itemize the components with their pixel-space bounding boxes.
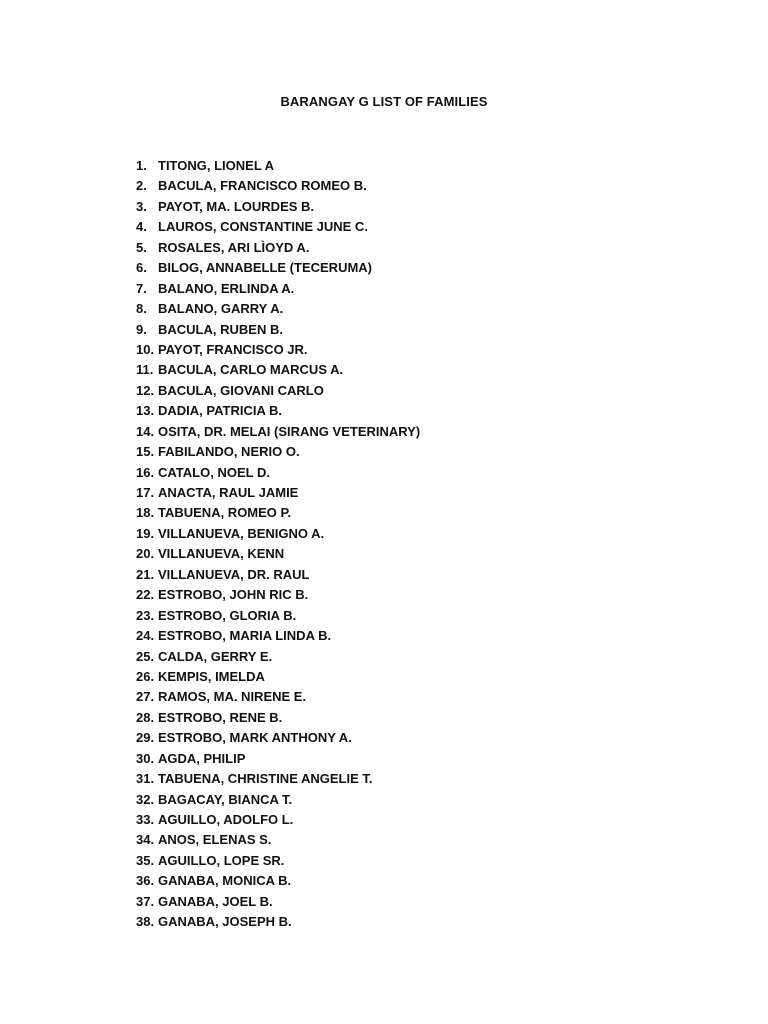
family-item-name: ESTROBO, MARIA LINDA B. bbox=[158, 628, 332, 644]
family-list-item bbox=[136, 483, 420, 503]
family-list-item bbox=[136, 463, 420, 483]
family-item-number: 12. bbox=[136, 382, 155, 398]
family-list-item bbox=[136, 279, 420, 299]
family-item-number: 24. bbox=[136, 628, 155, 644]
family-item-number: 4. bbox=[136, 219, 147, 235]
family-item-number: 38. bbox=[136, 914, 155, 930]
family-item-number: 5. bbox=[136, 239, 147, 255]
family-item-name: TITONG, LIONEL A bbox=[158, 158, 275, 173]
family-item-number: 6. bbox=[136, 260, 147, 276]
family-list-item bbox=[136, 422, 420, 442]
family-item-name: GANABA, JOEL B. bbox=[158, 893, 273, 909]
family-list-item bbox=[136, 503, 420, 523]
family-item-name: VILLANUEVA, KENN bbox=[158, 546, 285, 562]
family-item-name: RAMOS, MA. NIRENE E. bbox=[158, 689, 307, 705]
family-list-item bbox=[136, 401, 420, 421]
family-item-name: ANOS, ELENAS S. bbox=[158, 832, 272, 848]
family-item-number: 36. bbox=[136, 873, 155, 889]
family-list-item bbox=[136, 320, 420, 340]
family-item-number: 28. bbox=[136, 709, 155, 725]
family-list-item bbox=[136, 769, 420, 789]
family-item-name: TABUENA, ROMEO P. bbox=[158, 505, 292, 521]
family-list-item bbox=[136, 258, 420, 278]
family-list-item bbox=[136, 299, 420, 319]
family-item-name: GANABA, JOSEPH B. bbox=[158, 914, 292, 930]
family-item-name: BACULA, RUBEN B. bbox=[158, 321, 283, 337]
family-item-number: 1. bbox=[136, 158, 147, 173]
family-item-number: 20. bbox=[136, 546, 155, 562]
family-item-number: 15. bbox=[136, 444, 155, 460]
family-item-number: 22. bbox=[136, 587, 155, 603]
family-item-name: PAYOT, FRANCISCO JR. bbox=[158, 341, 308, 357]
family-item-number: 14. bbox=[136, 423, 155, 439]
family-item-number: 33. bbox=[136, 812, 155, 827]
family-list-item bbox=[136, 647, 420, 667]
family-list-item bbox=[136, 810, 420, 830]
family-item-number: 18. bbox=[136, 505, 155, 521]
family-item-number: 35. bbox=[136, 852, 155, 868]
family-list bbox=[136, 156, 420, 933]
family-item-name: CATALO, NOEL D. bbox=[158, 464, 270, 480]
family-list-item bbox=[136, 871, 420, 891]
family-item-name: DADIA, PATRICIA B. bbox=[158, 403, 282, 419]
family-list-item bbox=[136, 238, 420, 258]
family-item-name: ESTROBO, JOHN RIC B. bbox=[158, 587, 309, 603]
family-item-number: 25. bbox=[136, 648, 155, 664]
family-item-number: 21. bbox=[136, 566, 155, 582]
family-item-number: 16. bbox=[136, 464, 155, 480]
family-list-item bbox=[136, 790, 420, 810]
family-item-name: TABUENA, CHRISTINE ANGELIE T. bbox=[158, 771, 373, 787]
family-item-number: 11. bbox=[136, 362, 154, 378]
family-list-item bbox=[136, 830, 420, 850]
family-item-name: BACULA, FRANCISCO ROMEO B. bbox=[158, 178, 367, 194]
family-item-number: 2. bbox=[136, 178, 147, 194]
family-item-number: 34. bbox=[136, 832, 155, 848]
family-list-item bbox=[136, 749, 420, 769]
family-item-name: LAUROS, CONSTANTINE JUNE C. bbox=[158, 219, 368, 235]
family-item-name: FABILANDO, NERIO O. bbox=[158, 444, 300, 460]
family-item-number: 19. bbox=[136, 525, 155, 541]
family-item-number: 37. bbox=[136, 893, 155, 909]
family-list-item bbox=[136, 217, 420, 237]
family-item-name: OSITA, DR. MELAI (SIRANG VETERINARY) bbox=[158, 423, 421, 439]
family-item-name: BALANO, GARRY A. bbox=[158, 301, 284, 317]
family-list-item bbox=[136, 197, 420, 217]
family-item-name: ESTROBO, MARK ANTHONY A. bbox=[158, 730, 352, 746]
family-item-number: 30. bbox=[136, 750, 155, 766]
family-item-name: AGDA, PHILIP bbox=[158, 750, 246, 766]
family-item-name: AGUILLO, ADOLFO L. bbox=[158, 812, 294, 827]
family-item-number: 7. bbox=[136, 280, 147, 296]
family-list-item bbox=[136, 667, 420, 687]
family-item-name: CALDA, GERRY E. bbox=[158, 648, 273, 664]
family-item-name: GANABA, MONICA B. bbox=[158, 873, 292, 889]
family-item-number: 9. bbox=[136, 321, 147, 337]
family-list-item bbox=[136, 687, 420, 707]
family-item-number: 17. bbox=[136, 485, 155, 500]
family-item-name: AGUILLO, LOPE SR. bbox=[158, 852, 285, 868]
family-item-name: VILLANUEVA, DR. RAUL bbox=[158, 566, 310, 582]
family-list-item bbox=[136, 381, 420, 401]
family-item-name: KEMPIS, IMELDA bbox=[158, 668, 265, 684]
family-list-item bbox=[136, 892, 420, 912]
family-item-number: 31. bbox=[136, 771, 155, 787]
family-item-number: 8. bbox=[136, 301, 147, 317]
family-list-item bbox=[136, 565, 420, 585]
family-list-item bbox=[136, 176, 420, 196]
family-item-number: 32. bbox=[136, 791, 155, 807]
family-list-item bbox=[136, 524, 420, 544]
family-list-item bbox=[136, 340, 420, 360]
family-item-number: 10. bbox=[136, 341, 155, 357]
family-item-name: BACULA, CARLO MARCUS A. bbox=[158, 362, 344, 378]
family-list-item bbox=[136, 442, 420, 462]
family-item-name: VILLANUEVA, BENIGNO A. bbox=[158, 525, 325, 541]
family-item-number: 29. bbox=[136, 730, 155, 746]
family-item-name: BACULA, GIOVANI CARLO bbox=[158, 382, 324, 398]
family-list-item bbox=[136, 708, 420, 728]
family-item-number: 27. bbox=[136, 689, 155, 705]
family-item-name: ROSALES, ARI LÌOYD A. bbox=[158, 239, 310, 255]
family-list-item bbox=[136, 585, 420, 605]
family-item-name: BAGACAY, BIANCA T. bbox=[158, 791, 293, 807]
family-item-number: 3. bbox=[136, 198, 147, 214]
family-list-item bbox=[136, 912, 420, 932]
family-item-name: BALANO, ERLINDA A. bbox=[158, 280, 295, 296]
document-title: BARANGAY G LIST OF FAMILIES bbox=[280, 94, 488, 109]
family-list-item bbox=[136, 606, 420, 626]
family-list-item bbox=[136, 851, 420, 871]
family-item-name: ANACTA, RAUL JAMIE bbox=[158, 485, 299, 500]
family-item-number: 23. bbox=[136, 607, 155, 623]
family-list-item bbox=[136, 544, 420, 564]
family-list-item bbox=[136, 626, 420, 646]
family-list-item bbox=[136, 728, 420, 748]
family-item-name: BILOG, ANNABELLE (TECERUMA) bbox=[158, 260, 373, 276]
family-item-number: 13. bbox=[136, 403, 155, 419]
family-list-item bbox=[136, 156, 420, 176]
family-list-item bbox=[136, 360, 420, 380]
family-item-number: 26. bbox=[136, 668, 155, 684]
family-item-name: ESTROBO, RENE B. bbox=[158, 709, 283, 725]
family-item-name: PAYOT, MA. LOURDES B. bbox=[158, 198, 315, 214]
family-item-name: ESTROBO, GLORIA B. bbox=[158, 607, 297, 623]
